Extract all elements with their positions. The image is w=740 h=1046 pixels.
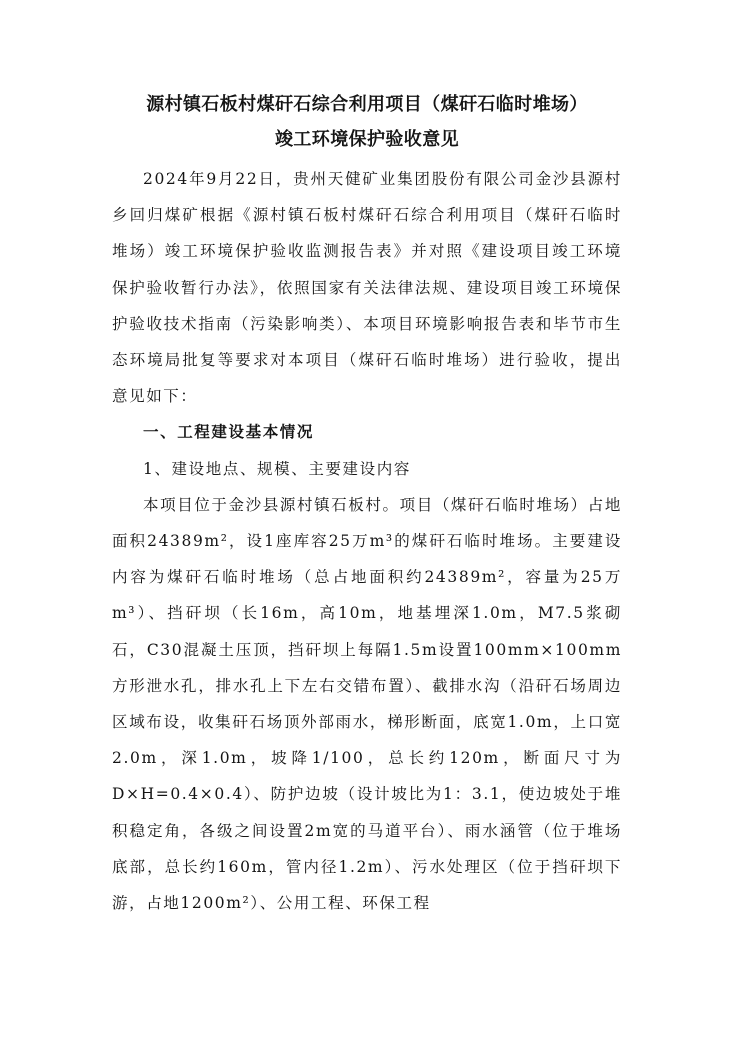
document-title-line-1: 源村镇石板村煤矸石综合利用项目（煤矸石临时堆场） xyxy=(146,94,588,115)
section-heading-1: 一、工程建设基本情况 xyxy=(143,422,315,442)
intro-paragraph: 2024年9月22日，贵州天健矿业集团股份有限公司金沙县源村乡回归煤矿根据《源村镇石板村煤矸石综合利用项目（煤矸石临时堆场）竣工环境保护验收监测报告表》并对照《建设项目竣工环境保护验收暂行办法》，依照国家有关法律法规、建设项目竣工环境保护验收技术指南（污染影响类）、本项目环境影响报告表和毕节市生态环境局批复等要求对本项目（煤矸石临时堆场）进行验收，提出意见如下： xyxy=(112,170,622,406)
document-title-line-2: 竣工环境保护验收意见 xyxy=(275,129,459,150)
subsection-heading-1: 1、建设地点、规模、主要建设内容 xyxy=(143,459,411,478)
body-paragraph: 本项目位于金沙县源村镇石板村。项目（煤矸石临时堆场）占地面积24389m²，设1座库容25万m³的煤矸石临时堆场。主要建设内容为煤矸石临时堆场（总占地面积约24389m²，容量为25万m³）、挡矸坝（长16m，高10m，地基埋深1.0m，M7.5浆砌石，C30混凝土压顶，挡矸坝上每隔1.5m设置100mm×100mm方形泄水孔，排水孔上下左右交错布置）、截排水沟（沿矸石场周边区域布设，收集矸石场顶外部雨水，梯形断面，底宽1.0m，上口宽2.0m，深1.0m，坡降1/100，总长约120m，断面尺寸为D×H=0.4×0.4）、防护边坡（设计坡比为1：3.1，使边坡处于堆积稳定角，各级之间设置2m宽的马道平台）、雨水涵管（位于堆场底部，总长约160m，管内径1.2m）、污水处理区（位于挡矸坝下游，占地1200m²）、公用工程、环保工程 xyxy=(112,495,622,913)
